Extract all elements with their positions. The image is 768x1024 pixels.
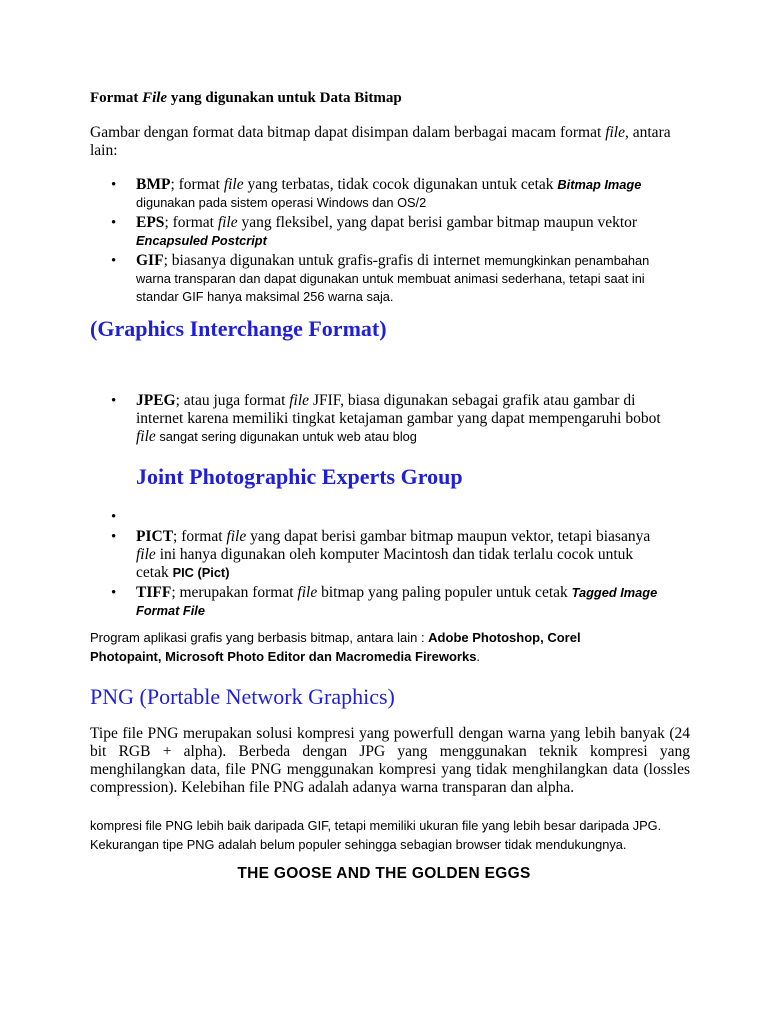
format-list-2 — [0, 392, 666, 446]
pict-bold: PIC (Pict) — [172, 565, 230, 580]
jpeg-small: sangat sering digunakan untuk web atau blog — [155, 429, 417, 444]
list-item-jpeg — [0, 392, 666, 446]
heading-gif: (Graphics Interchange Format) — [90, 316, 387, 341]
list-item-eps — [0, 214, 666, 250]
bmp-bold-italic — [557, 177, 641, 192]
bullet-icon: • — [111, 177, 117, 193]
jpeg-text-1: ; atau juga format — [175, 392, 290, 409]
bmp-small: digunakan pada sistem operasi Windows dan OS/2 — [136, 195, 427, 210]
program-paragraph — [90, 628, 650, 666]
intro-post: , antara lain: — [90, 124, 671, 159]
bmp-label: BMP — [136, 176, 171, 193]
list-item-pict — [0, 528, 666, 582]
list-item-bmp — [0, 176, 666, 212]
list-item-empty — [0, 508, 666, 526]
bmp-text-1: ; format — [170, 176, 224, 193]
list-item-tiff — [0, 584, 666, 620]
bullet-icon: • — [111, 253, 117, 269]
bullet-icon: • — [111, 215, 117, 231]
bullet-icon: • — [111, 393, 117, 409]
jpeg-em: file — [289, 392, 310, 409]
bullet-icon: • — [111, 529, 117, 545]
program-pre: Program aplikasi grafis yang berbasis bitmap, antara lain : — [90, 630, 429, 645]
goose-title: THE GOOSE AND THE GOLDEN EGGS — [237, 865, 531, 882]
pict-text-1: ; format — [173, 528, 227, 545]
title-em: File — [142, 90, 168, 106]
bmp-text-2: yang terbatas, tidak cocok digunakan untuk cetak — [243, 176, 558, 193]
program-apps: Adobe Photoshop, Corel Photopaint, Microsoft Photo Editor dan Macromedia Fireworks — [90, 630, 581, 664]
pict-em-2: file — [136, 546, 156, 563]
kompresi-paragraph: kompresi file PNG lebih baik daripada GIF, tetapi memiliki ukuran file yang lebih besar daripada JPG. Kekurangan tipe PNG adalah belum populer sehingga sebagian browser tidak mendukungnya. — [90, 818, 662, 852]
bmp-bi-text: Bitmap Image — [557, 177, 642, 192]
eps-bi-text: Encapsuled Postcript — [136, 233, 267, 248]
bmp-em: file — [223, 176, 244, 193]
eps-label: EPS — [136, 214, 165, 231]
gif-text-1: ; biasanya digunakan untuk grafis-grafis di internet — [163, 252, 485, 269]
jpeg-label: JPEG — [136, 392, 176, 409]
jpeg-em-2: file — [136, 428, 156, 445]
tiff-text-1: ; merupakan format — [171, 584, 298, 601]
pict-text-2: yang dapat berisi gambar bitmap maupun vektor, tetapi biasanya — [246, 528, 651, 545]
list-item-gif — [0, 252, 666, 306]
bullet-icon: • — [111, 509, 117, 525]
tiff-bi-text: Tagged Image Format File — [136, 585, 658, 618]
tiff-em: file — [297, 584, 318, 601]
jpeg-text-2: JFIF, biasa digunakan sebagai grafik atau gambar di internet karena memiliki tingkat ketajaman gambar yang dapat mempengaruhi bobot — [136, 392, 661, 427]
section-title — [90, 90, 690, 107]
png-paragraph: Tipe file PNG merupakan solusi kompresi yang powerfull dengan warna yang lebih banyak (24 bit RGB + alpha). Berbeda dengan JPG yang menggunakan teknik kompresi yang menghilangkan data, file PNG menggunakan kompresi yang tidak menghilangkan data (lossles compression). Kelebihan file PNG adalah adanya warna transparan dan alpha. — [90, 725, 690, 796]
intro-paragraph — [90, 124, 680, 160]
bullet-icon: • — [111, 585, 117, 601]
heading-jpeg: Joint Photographic Experts Group — [136, 464, 463, 489]
gif-small: memungkinkan penambahan warna transparan dan dapat digunakan untuk membuat animasi sederhana, tetapi saat ini standar GIF hanya maksimal 256 warna saja. — [136, 253, 650, 304]
program-post: . — [476, 649, 481, 664]
format-list-1 — [0, 176, 666, 308]
pict-text-3: ini hanya digunakan oleh komputer Macintosh dan tidak terlalu cocok untuk cetak — [136, 546, 634, 581]
format-list-3 — [0, 508, 666, 622]
intro-pre: Gambar dengan format data bitmap dapat disimpan dalam berbagai macam format — [90, 124, 606, 141]
title-post: yang digunakan untuk Data Bitmap — [167, 90, 402, 106]
intro-em: file — [605, 124, 625, 141]
tiff-label: TIFF — [136, 584, 172, 601]
eps-text-2: yang fleksibel, yang dapat berisi gambar bitmap maupun vektor — [237, 214, 638, 231]
heading-png: PNG (Portable Network Graphics) — [90, 684, 395, 709]
eps-bold-italic — [136, 233, 267, 248]
gif-label: GIF — [136, 252, 164, 269]
pict-em: file — [226, 528, 247, 545]
eps-em: file — [217, 214, 238, 231]
tiff-text-2: bitmap yang paling populer untuk cetak — [317, 584, 572, 601]
title-pre: Format — [90, 90, 143, 106]
eps-text-1: ; format — [164, 214, 218, 231]
pict-label: PICT — [136, 528, 174, 545]
